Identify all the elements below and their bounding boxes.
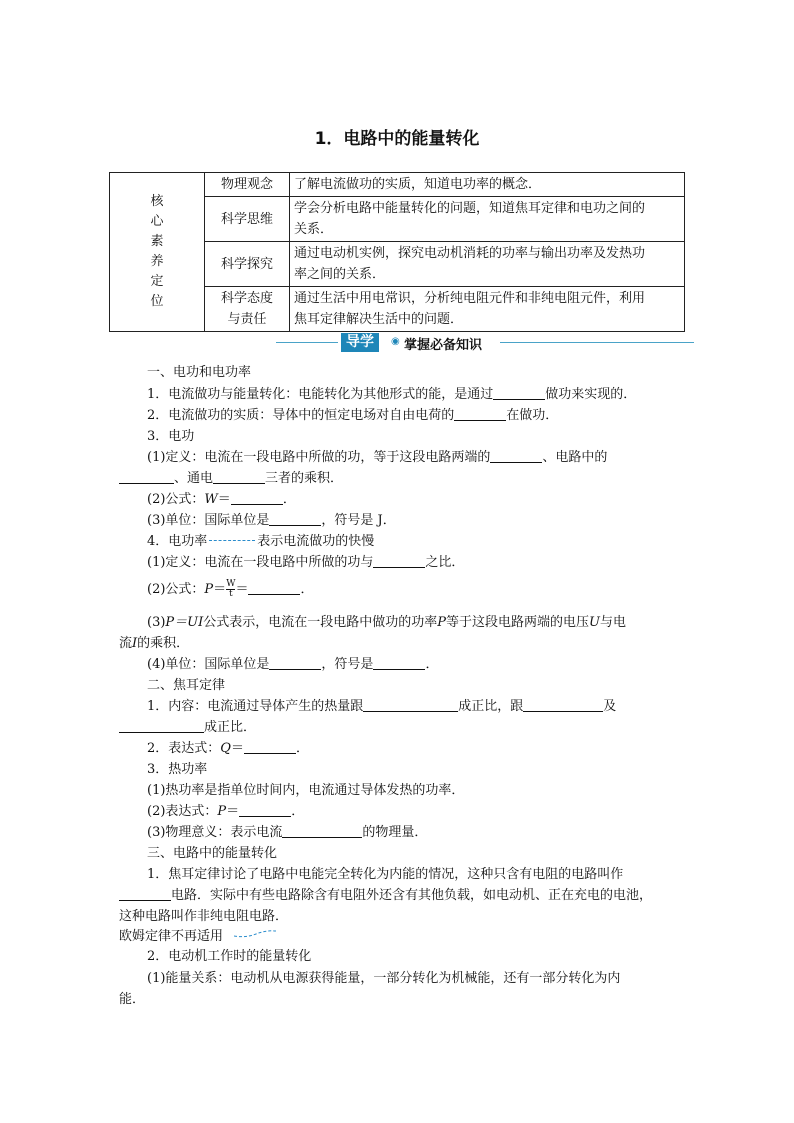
fraction: $\frac{W}{t}$ bbox=[226, 579, 236, 599]
text-line: 电路．实际中有些电路除含有电阻外还含有其他负载，如电动机、正在充电的电池， bbox=[0, 887, 794, 905]
bullet-icon: ◉ bbox=[391, 336, 400, 347]
text-line: (4)单位：国际单位是 ，符号是 ． bbox=[147, 657, 439, 672]
text-line: (1)能量关系：电动机从电源获得能量，一部分转化为机械能，还有一部分转化为内 bbox=[147, 971, 621, 986]
description-cell: 了解电流做功的实质，知道电功率的概念． bbox=[290, 173, 685, 197]
text-line: (2)表达式：P＝ ． bbox=[147, 804, 305, 819]
fill-blank[interactable] bbox=[269, 512, 321, 526]
text-line: (1)定义：电流在一段电路中所做的功，等于这段电路两端的 、电路中的 bbox=[147, 450, 608, 465]
description-cell: 学会分析电路中能量转化的问题，知道焦耳定律和电功之间的 关系． bbox=[290, 197, 685, 242]
text-line: (2)公式：W＝ ． bbox=[147, 492, 296, 507]
fill-blank[interactable] bbox=[248, 581, 300, 595]
description-cell: 通过电动机实例，探究电动机消耗的功率与输出功率及发热功 率之间的关系． bbox=[290, 242, 685, 287]
fill-blank[interactable] bbox=[213, 470, 265, 484]
text-line: 3．电功 bbox=[147, 429, 195, 444]
text-line: 1．电流做功与能量转化：电能转化为其他形式的能，是通过 做功来实现的． bbox=[147, 387, 637, 402]
category-cell: 科学思维 bbox=[205, 197, 290, 242]
text-line: (3)单位：国际单位是 ，符号是 J． bbox=[147, 513, 396, 528]
text-line: 、通电 三者的乘积． bbox=[0, 470, 794, 488]
text-line: (2)公式：P＝ $\frac{W}{t}$ ＝ ． bbox=[147, 579, 314, 599]
section-banner bbox=[276, 332, 694, 354]
fill-blank[interactable] bbox=[244, 740, 296, 754]
text-line: 流I的乘积． bbox=[119, 636, 190, 651]
description-cell: 通过生活中用电常识，分析纯电阻元件和非纯电阻元件，利用 焦耳定律解决生活中的问题． bbox=[290, 287, 685, 332]
annotation-arrow-line bbox=[209, 539, 255, 541]
text-line: 2．表达式：Q＝ ． bbox=[147, 741, 309, 756]
text-line: 2．电动机工作时的能量转化 bbox=[147, 949, 312, 964]
text-line: (1)热功率是指单位时间内，电流通过导体发热的功率． bbox=[147, 783, 465, 798]
fill-blank[interactable] bbox=[490, 449, 542, 463]
fill-blank[interactable] bbox=[119, 719, 204, 733]
text-line: 1．焦耳定律讨论了电路中电能完全转化为内能的情况，这种只含有电阻的电路叫作 bbox=[147, 867, 624, 882]
text-line: 2．电流做功的实质：导体中的恒定电场对自由电荷的 在做功． bbox=[147, 408, 559, 423]
annotation-note: 欧姆定律不再适用 bbox=[119, 929, 224, 944]
text-line: 3．热功率 bbox=[147, 762, 208, 777]
banner-left-line bbox=[276, 342, 338, 343]
page-title: 1．电路中的能量转化 bbox=[314, 129, 480, 149]
fill-blank[interactable] bbox=[493, 386, 545, 400]
heading-s1: 一、电功和电功率 bbox=[147, 365, 252, 380]
fill-blank[interactable] bbox=[373, 554, 425, 568]
fill-blank[interactable] bbox=[363, 698, 458, 712]
fill-blank[interactable] bbox=[119, 887, 171, 901]
core-side-label: 核心素养定位 bbox=[110, 173, 205, 332]
fill-blank[interactable] bbox=[269, 656, 321, 670]
text-line: 能． bbox=[119, 992, 146, 1007]
heading-s2: 二、焦耳定律 bbox=[147, 678, 226, 693]
annotation-curve bbox=[234, 930, 276, 938]
text-line: 这种电路叫作非纯电阻电路． bbox=[119, 909, 289, 924]
banner-tag: 导学 bbox=[341, 333, 379, 352]
fill-blank[interactable] bbox=[373, 656, 425, 670]
text-line: (1)定义：电流在一段电路中所做的功与 之比． bbox=[147, 555, 465, 570]
heading-s3: 三、电路中的能量转化 bbox=[147, 846, 278, 861]
fill-blank[interactable] bbox=[231, 491, 283, 505]
category-cell: 科学态度 与责任 bbox=[205, 287, 290, 332]
fill-blank[interactable] bbox=[119, 470, 174, 484]
text-line: 成正比． bbox=[0, 719, 794, 737]
banner-right-line bbox=[500, 342, 694, 343]
text-line: 1．内容：电流通过导体产生的热量跟 成正比，跟 及 bbox=[147, 699, 617, 714]
banner-text: 掌握必备知识 bbox=[404, 338, 483, 353]
category-cell: 物理观念 bbox=[205, 173, 290, 197]
core-literacy-table bbox=[109, 172, 685, 332]
fill-blank[interactable] bbox=[454, 407, 506, 421]
text-line: 4．电功率 表示电流做功的快慢 bbox=[147, 534, 375, 549]
text-line: (3)P＝UI公式表示，电流在一段电路中做功的功率P等于这段电路两端的电压U与电 bbox=[147, 615, 627, 630]
fill-blank[interactable] bbox=[239, 803, 291, 817]
text-line: (3)物理意义：表示电流 的物理量． bbox=[147, 825, 428, 840]
category-cell: 科学探究 bbox=[205, 242, 290, 287]
fill-blank[interactable] bbox=[282, 824, 362, 838]
fill-blank[interactable] bbox=[523, 698, 603, 712]
